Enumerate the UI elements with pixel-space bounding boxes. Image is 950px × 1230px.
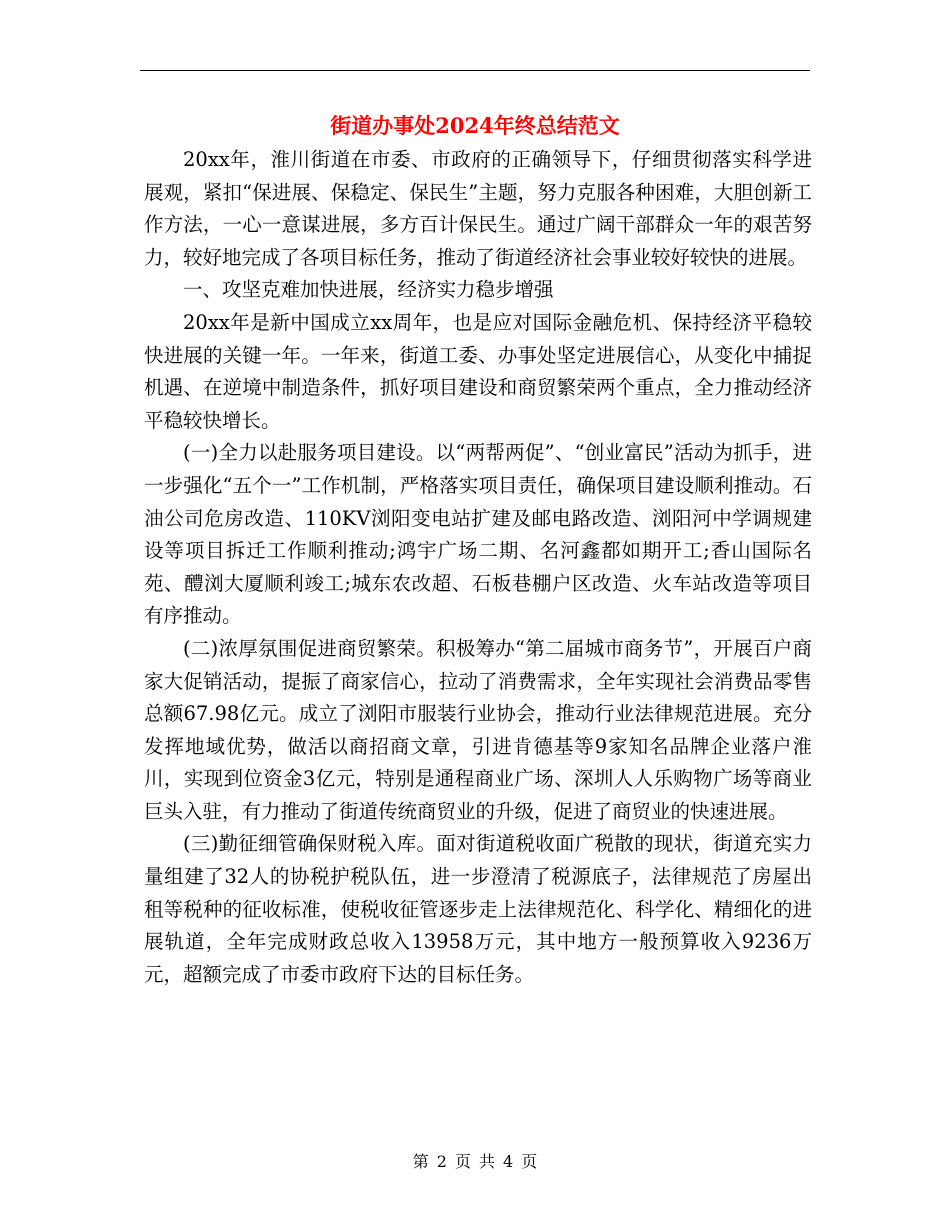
section-heading-1: 一、攻坚克难加快进展，经济实力稳步增强	[183, 278, 554, 302]
paragraph-item-2: (二)浓厚氛围促进商贸繁荣。积极筹办“第二届城市商务节”，开展百户商家大促销活动，提振了商家信心，拉动了消费需求，全年实现社会消费品零售总额67.98亿元。成立了浏阳市服装行业协会，推动行业法律规范进展。充分发挥地域优势，做活以商招商文章，引进肯德基等9家知名品牌企业落户淮川，实现到位资金3亿元，特别是通程商业广场、深圳人人乐购物广场等商业巨头入驻，有力推动了街道传统商贸业的升级，促进了商贸业的快速进展。	[144, 636, 812, 823]
footer-total-prefix: 共	[479, 1152, 496, 1171]
paragraph-section-1: 20xx年是新中国成立xx周年，也是应对国际金融危机、保持经济平稳较快进展的关键一年。一年来，街道工委、办事处坚定进展信心，从变化中捕捉机遇、在逆境中制造条件，抓好项目建设和商贸繁荣两个重点，全力推动经济平稳较快增长。	[144, 310, 812, 432]
footer-page-prefix: 第	[412, 1152, 429, 1171]
header-rule	[140, 70, 810, 71]
paragraph-intro: 20xx年，淮川街道在市委、市政府的正确领导下，仔细贯彻落实科学进展观，紧扣“保进展、保稳定、保民生”主题，努力克服各种困难，大胆创新工作方法，一心一意谋进展，多方百计保民生。通过广阔干部群众一年的艰苦努力，较好地完成了各项目标任务，推动了街道经济社会事业较好较快的进展。	[144, 148, 812, 269]
footer-total-suffix: 页	[521, 1152, 538, 1171]
document-body	[144, 144, 812, 991]
page-footer	[0, 1150, 950, 1174]
footer-page-number: 2	[436, 1152, 447, 1171]
document-title: 街道办事处2024年终总结范文	[330, 113, 620, 138]
footer-total-pages: 4	[503, 1152, 514, 1171]
paragraph-item-1: (一)全力以赴服务项目建设。以“两帮两促”、“创业富民”活动为抓手，进一步强化“五个一”工作机制，严格落实项目责任，确保项目建设顺利推动。石油公司危房改造、110KV浏阳变电站扩建及邮电路改造、浏阳河中学调规建设等项目拆迁工作顺利推动;鸿宇广场二期、名河鑫都如期开工;香山国际名苑、醴浏大厦顺利竣工;城东农改超、石板巷棚户区改造、火车站改造等项目有序推动。	[144, 441, 812, 628]
footer-page-mid: 页	[454, 1152, 471, 1171]
paragraph-item-3: (三)勤征细管确保财税入库。面对街道税收面广税散的现状，街道充实力量组建了32人的协税护税队伍，进一步澄清了税源底子，法律规范了房屋出租等税种的征收标准，使税收征管逐步走上法律规范化、科学化、精细化的进展轨道，全年完成财政总收入13958万元，其中地方一般预算收入9236万元，超额完成了市委市政府下达的目标任务。	[144, 832, 812, 986]
